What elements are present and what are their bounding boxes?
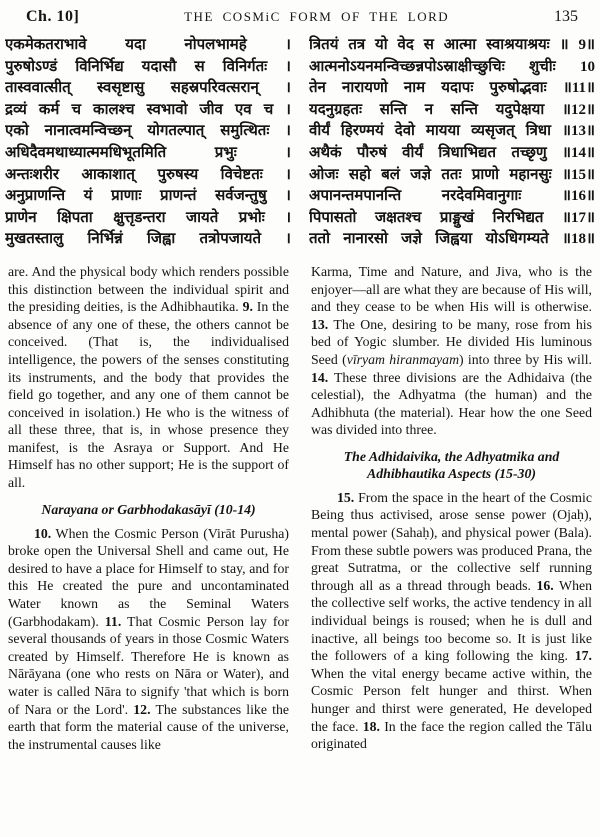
- text-run: The substances like the earth that form the material cause of the universe, the instrumental causes like: [8, 701, 289, 752]
- text-run: That Cosmic Person lay for several thousands of years in those Cosmic Waters created by Himself. Therefore He is known as Nārāyana (one who rests on Nāra or Water), and water is called Nāra to signify 'that which is born of Nara or the Lord'.: [8, 613, 289, 717]
- sanskrit-verse-line: अन्तःशरीर आकाशात् पुरुषस्य विचेष्टतः ।: [5, 166, 291, 183]
- page-number: 135: [554, 8, 578, 25]
- sanskrit-verse-line: पुरुषोऽण्डं विनिर्भिद्य यदासौ स विनिर्गतः ।: [5, 58, 291, 75]
- sanskrit-verse-line: अधिदैवमथाध्यात्ममधिभूतमिति प्रभुः ।: [5, 144, 291, 161]
- sanskrit-verse-line: प्राणेन क्षिपता क्षुत्तृडन्तरा जायते प्रभोः ।: [5, 209, 291, 226]
- sanskrit-verse-line: आत्मनोऽयनमन्विच्छन्नपोऽस्राक्षीच्छुचिः शुचीः 10: [309, 58, 595, 75]
- verse-number: 12.: [133, 701, 151, 717]
- verse-number: 17.: [574, 648, 592, 664]
- text-run: From the space in the heart of the Cosmic Being thus activised, arose sense power (Ojaḥ), mental power (Sahaḥ), and physical power (Bala). From these subtle powers was produced Prana, the great Sutratma, or the collective self running through all as a thread through beads.: [311, 489, 592, 593]
- section-heading-line: Narayana or Garbhodakasāyī (10-14): [41, 501, 256, 517]
- english-column-right: [311, 263, 592, 753]
- sanskrit-verse-line: अथैकं पौरुषं वीर्यं त्रिधाभिद्यत तच्छृणु ॥14॥: [309, 144, 595, 161]
- sanskrit-verse-line: अनुप्राणन्ति यं प्राणाः प्राणन्तं सर्वजन्तुषु ।: [5, 188, 291, 205]
- text-run: These three divisions are the Adhidaiva (the celestial), the Adhyatma (the human) and the Adhibhuta (the material). Hear how the one Seed was divided into three.: [311, 369, 592, 438]
- sanskrit-verse-line: अपानन्तमपानन्ति नरदेवमिवानुगाः ॥16॥: [309, 188, 595, 205]
- text-run: ) into three by His will.: [459, 351, 592, 367]
- section-heading: [311, 448, 592, 482]
- sanskrit-column-left: [5, 35, 291, 251]
- text-run: In the absence of any one of these, the others cannot be conceived. (That is, the individualised intelligence, the powers of the senses constituting its instruments, and the body that provides the field go together, and any one of them cannot be conceived in isolation.) He who is the witness of all these three, that is, in whose presence they manifest, is the Asraya or Support. And He Himself has no other support; He is the support of all.: [8, 299, 289, 491]
- running-head: [0, 0, 600, 26]
- sanskrit-verse-line: तास्ववात्सीत् स्वसृष्टासु सहस्रपरिवत्सरान् ।: [5, 80, 291, 97]
- paragraph: [8, 263, 289, 492]
- sanskrit-verse-line: यदनुग्रहतः सन्ति न सन्ति यदुपेक्षया ॥12॥: [309, 101, 595, 118]
- sanskrit-verse-line: तेन नारायणो नाम यदापः पुरुषोद्भवाः ॥11॥: [309, 80, 595, 97]
- text-run: are. And the physical body which renders possible this distinction between the individual spirit and the presiding deities, is the Adhibhautika.: [8, 263, 289, 315]
- text-run: When the Cosmic Person (Virāt Purusha) broke open the Universal Shell and came out, He desired to have a place for Himself to stay, and for this He created the pure and uncontaminated Water known as the Seminal Waters (Garbhodakam).: [8, 525, 289, 629]
- sanskrit-verse-line: एकमेकतराभावे यदा नोपलभामहे ।: [5, 37, 291, 53]
- section-heading-line: The Adhidaivika, the Adhyatmika and: [343, 448, 560, 464]
- text-run: Karma, Time and Nature, and Jiva, who is the enjoyer—all are what they are because of His will, and they cease to be when His will is otherwise.: [311, 263, 592, 315]
- verse-number: 13.: [311, 316, 329, 332]
- section-heading: [8, 501, 289, 518]
- text-run: When the collective self works, the active tendency in all individual beings is roused; when he is dull and inactive, all beings too become so. It is just like the followers of a king following the king.: [311, 577, 592, 664]
- sanskrit-column-right: [309, 35, 595, 251]
- sanskrit-verse-line: पिपासतो जक्षतश्च प्राङ्मुखं निरभिद्यत ॥17॥: [309, 209, 595, 226]
- verse-number: 14.: [311, 369, 329, 385]
- sanskrit-verse-line: वीर्यं हिरण्मयं देवो मायया व्यसृजत् त्रिधा ॥13॥: [309, 123, 595, 140]
- verse-number: 18.: [362, 718, 380, 734]
- italic-term: vīryam hiranmayam: [346, 351, 460, 367]
- paragraph: [8, 525, 289, 754]
- sanskrit-verse-line: त्रितयं तत्र यो वेद स आत्मा स्वाश्रयाश्रयः ॥ 9॥: [309, 37, 595, 53]
- chapter-label: Ch. 10]: [26, 8, 80, 25]
- paragraph: [311, 263, 592, 439]
- sanskrit-verse-line: ओजः सहो बलं जज्ञे ततः प्राणो महानसुः ॥15॥: [309, 166, 595, 183]
- verse-number: 9.: [242, 299, 253, 315]
- verse-number: 15.: [337, 489, 355, 505]
- sanskrit-verse-line: ततो नानारसो जज्ञे जिह्वया योऽधिगम्यते ॥18॥: [309, 231, 595, 248]
- verse-number: 11.: [104, 613, 122, 629]
- paragraph: [311, 489, 592, 753]
- text-run: When the vital energy became active within, the Cosmic Person felt hunger and thirst. When hunger and thirst were generated, He developed the face.: [311, 665, 592, 734]
- section-heading-line: Adhibhautika Aspects (15-30): [367, 465, 536, 481]
- sanskrit-verse-line: द्रव्यं कर्म च कालश्च स्वभावो जीव एव च ।: [5, 101, 291, 118]
- sanskrit-verse-line: मुखतस्तालु निर्भिन्नं जिह्वा तत्रोपजायते ।: [5, 231, 291, 248]
- sanskrit-verse-block: [0, 26, 600, 251]
- english-column-left: [8, 263, 289, 753]
- verse-number: 10.: [34, 525, 52, 541]
- sanskrit-verse-line: एको नानात्वमन्विच्छन् योगतल्पात् समुत्थितः ।: [5, 123, 291, 140]
- page-title: THE COSMiC FORM OF THE LORD: [184, 9, 450, 24]
- verse-number: 16.: [536, 577, 554, 593]
- english-body: [0, 251, 600, 753]
- text-run: The One, desiring to be many, rose from his bed of Yogic slumber. He divided His luminous Seed (: [311, 316, 592, 367]
- text-run: In the face the region called the Tālu originated: [311, 718, 592, 752]
